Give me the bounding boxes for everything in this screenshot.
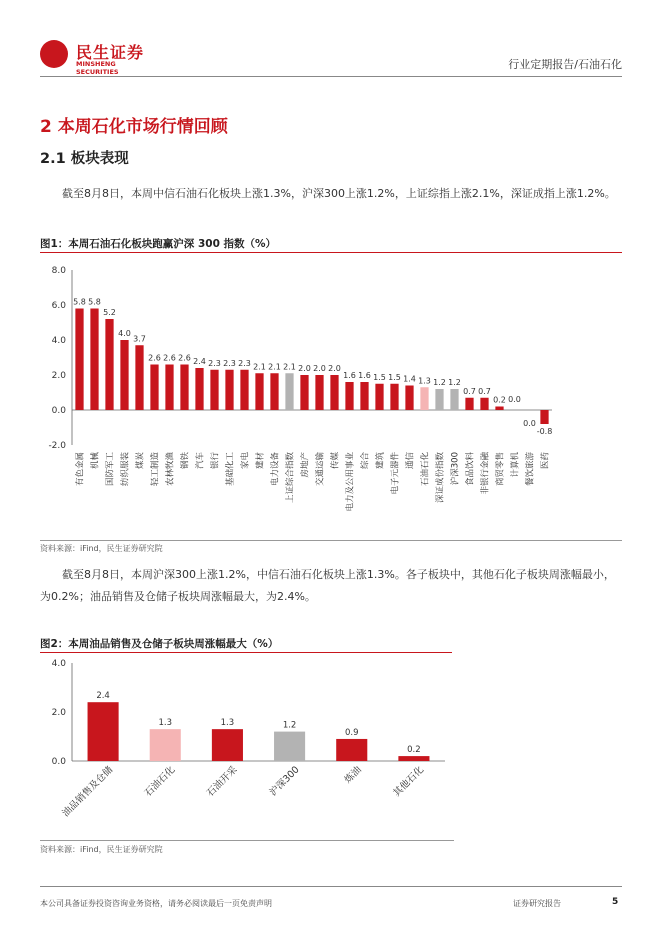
x-tick-label: 有色金属 [75,452,86,487]
data-label: 0.0 [523,419,536,428]
data-label: 1.3 [158,718,173,729]
data-label: 2.6 [178,353,191,363]
data-label: 1.3 [418,376,431,386]
bar [270,373,278,410]
data-label: 0.7 [463,386,476,396]
x-tick-label: 综合 [360,452,371,470]
bar [465,398,473,410]
bar [405,386,413,411]
data-label: 1.5 [373,372,386,382]
paragraph-2: 截至8月8日，本周沪深300上涨1.2%，中信石油石化板块上涨1.3%。各子板块中，其他石化子板块周涨幅最小，为0.2%；油品销售及仓储子板块周涨幅最大，为2.4%。 [40,568,615,603]
data-label: 1.5 [388,372,401,382]
x-tick-label: 炼油 [342,764,364,786]
brand-logo-icon [40,40,68,68]
bar [150,729,181,761]
bar [495,407,503,411]
x-tick-label: 上证综合指数 [285,452,296,504]
figure-2-source-rule [40,840,454,841]
footer-divider [40,886,622,887]
x-tick-label: 钢铁 [180,452,191,470]
x-tick-label: 电力及公用事业 [345,452,356,512]
x-tick-label: 建材 [255,452,266,470]
x-tick-label: 食品饮料 [465,452,476,487]
x-tick-label: 油品销售及仓储 [60,764,116,820]
bar [375,384,383,410]
bar [255,373,263,410]
figure-2-rule [40,652,452,653]
x-tick-label: 轻工制造 [150,452,161,487]
figure-1-rule [40,252,622,253]
x-tick-label: 沪深300 [450,452,461,486]
bar [480,398,488,410]
y-tick-label: 2.0 [51,371,66,381]
x-tick-label: 沪深300 [267,764,302,799]
bar [345,382,353,410]
data-label: 5.8 [88,297,101,307]
data-label: 0.2 [493,395,506,405]
data-label: 2.3 [223,358,236,368]
data-label: 1.2 [282,720,297,731]
data-label: 2.0 [298,364,311,373]
data-label: 1.6 [358,371,371,380]
data-label: 0.2 [407,745,421,756]
section-title: 2 本周石化市场行情回顾 [40,117,228,137]
x-tick-label: 计算机 [510,452,521,478]
x-tick-label: 商贸零售 [495,452,506,487]
bar [165,365,173,411]
bar [120,340,128,410]
x-tick-label: 石油石化 [142,764,178,800]
data-label: 1.2 [433,378,446,387]
y-tick-label: 0.0 [51,406,66,416]
x-tick-label: 汽车 [195,452,206,470]
bar [398,756,429,761]
x-tick-label: 其他石化 [391,764,427,800]
bar [540,410,548,424]
subsection-title: 2.1 板块表现 [40,151,129,167]
bar [336,739,367,761]
bar [420,387,428,410]
figure-2-source: 资料来源：iFind，民生证券研究院 [40,845,163,854]
bar [240,370,248,410]
x-tick-label: 交通运输 [315,452,326,487]
header-divider [40,76,622,77]
y-tick-label: 6.0 [51,301,66,311]
bar [212,729,243,761]
y-tick-label: 2.0 [51,708,66,718]
bar [274,732,305,761]
x-tick-label: 石油开采 [204,764,240,800]
data-label: 0.9 [344,727,359,738]
data-label: -0.8 [536,427,553,436]
data-label: 0.0 [508,395,521,404]
x-tick-label: 煤炭 [135,452,146,470]
bar [90,309,98,411]
figure-1-title: 图1：本周石油石化板块跑赢沪深 300 指数（%） [40,238,277,250]
data-label: 2.3 [238,358,251,368]
bar [150,365,158,411]
brand-name: 民生证券 [76,43,145,62]
data-label: 5.2 [103,308,116,317]
x-tick-label: 纺织服装 [120,452,131,487]
data-label: 1.6 [343,371,356,380]
data-label: 2.6 [163,353,176,363]
bar [195,368,203,410]
data-label: 5.8 [73,297,86,307]
data-label: 2.1 [283,362,296,372]
page-number: 5 [612,897,619,907]
bar [180,365,188,411]
x-tick-label: 传媒 [330,452,341,470]
figure-2-chart [40,654,454,840]
x-tick-label: 非银行金融 [480,452,491,495]
bar [135,345,143,410]
x-tick-label: 房地产 [300,452,311,478]
data-label: 2.4 [96,691,110,702]
data-label: 1.4 [403,374,416,384]
x-tick-label: 深证成份指数 [435,452,446,504]
data-label: 2.4 [193,357,206,366]
y-tick-label: 4.0 [51,659,66,669]
footer-disclaimer: 本公司具备证券投资咨询业务资格，请务必阅读最后一页免责声明 [40,899,272,908]
bar [225,370,233,410]
data-label: 0.7 [478,386,491,396]
x-tick-label: 餐饮旅游 [525,452,536,487]
bar [315,375,323,410]
data-label: 4.0 [118,329,131,338]
footer-report-type: 证券研究报告 [513,899,561,908]
x-tick-label: 农林牧渔 [165,452,176,487]
bar [75,309,83,411]
bar [300,375,308,410]
x-tick-label: 家电 [240,452,251,470]
data-label: 3.7 [133,334,146,344]
bar [330,375,338,410]
bar [360,382,368,410]
brand-logo [40,40,160,76]
figure-1-source: 资料来源：iFind，民生证券研究院 [40,544,163,553]
bar [450,389,458,410]
bar [210,370,218,410]
figure-1-source-rule [40,540,622,541]
brand-name-en: MINSHENG SECURITIES [76,60,119,76]
x-tick-label: 电力设备 [270,452,281,487]
x-tick-label: 建筑 [375,452,386,470]
data-label: 2.1 [253,362,266,372]
data-label: 2.1 [268,362,281,372]
figure-1-chart [40,256,622,540]
x-tick-label: 银行 [210,452,221,470]
data-label: 2.3 [208,358,221,368]
x-tick-label: 基础化工 [225,452,236,487]
x-tick-label: 国防军工 [105,452,116,487]
x-tick-label: 通信 [405,452,416,470]
data-label: 2.0 [313,364,326,373]
x-tick-label: 电子元器件 [390,452,401,495]
paragraph-1: 截至8月8日，本周中信石油石化板块上涨1.3%，沪深300上涨1.2%，上证综指上涨2.1%，深证成指上涨1.2%。 [62,187,616,200]
y-tick-label: 0.0 [51,757,66,767]
data-label: 1.2 [448,378,461,387]
y-tick-label: 4.0 [51,336,66,346]
figure-2-title: 图2：本周油品销售及仓储子板块周涨幅最大（%） [40,638,279,650]
doc-type: 行业定期报告/石油石化 [508,58,622,71]
bar [435,389,443,410]
bar [285,373,293,410]
y-tick-label: -2.0 [48,441,66,451]
bar [105,319,113,410]
x-tick-label: 医药 [540,452,551,470]
data-label: 2.0 [328,364,341,373]
bar [390,384,398,410]
y-tick-label: 8.0 [51,266,66,276]
data-label: 1.3 [220,718,235,729]
data-label: 2.6 [148,353,161,363]
x-tick-label: 机械 [90,452,101,470]
x-tick-label: 石油石化 [420,452,431,487]
bar [88,702,119,761]
